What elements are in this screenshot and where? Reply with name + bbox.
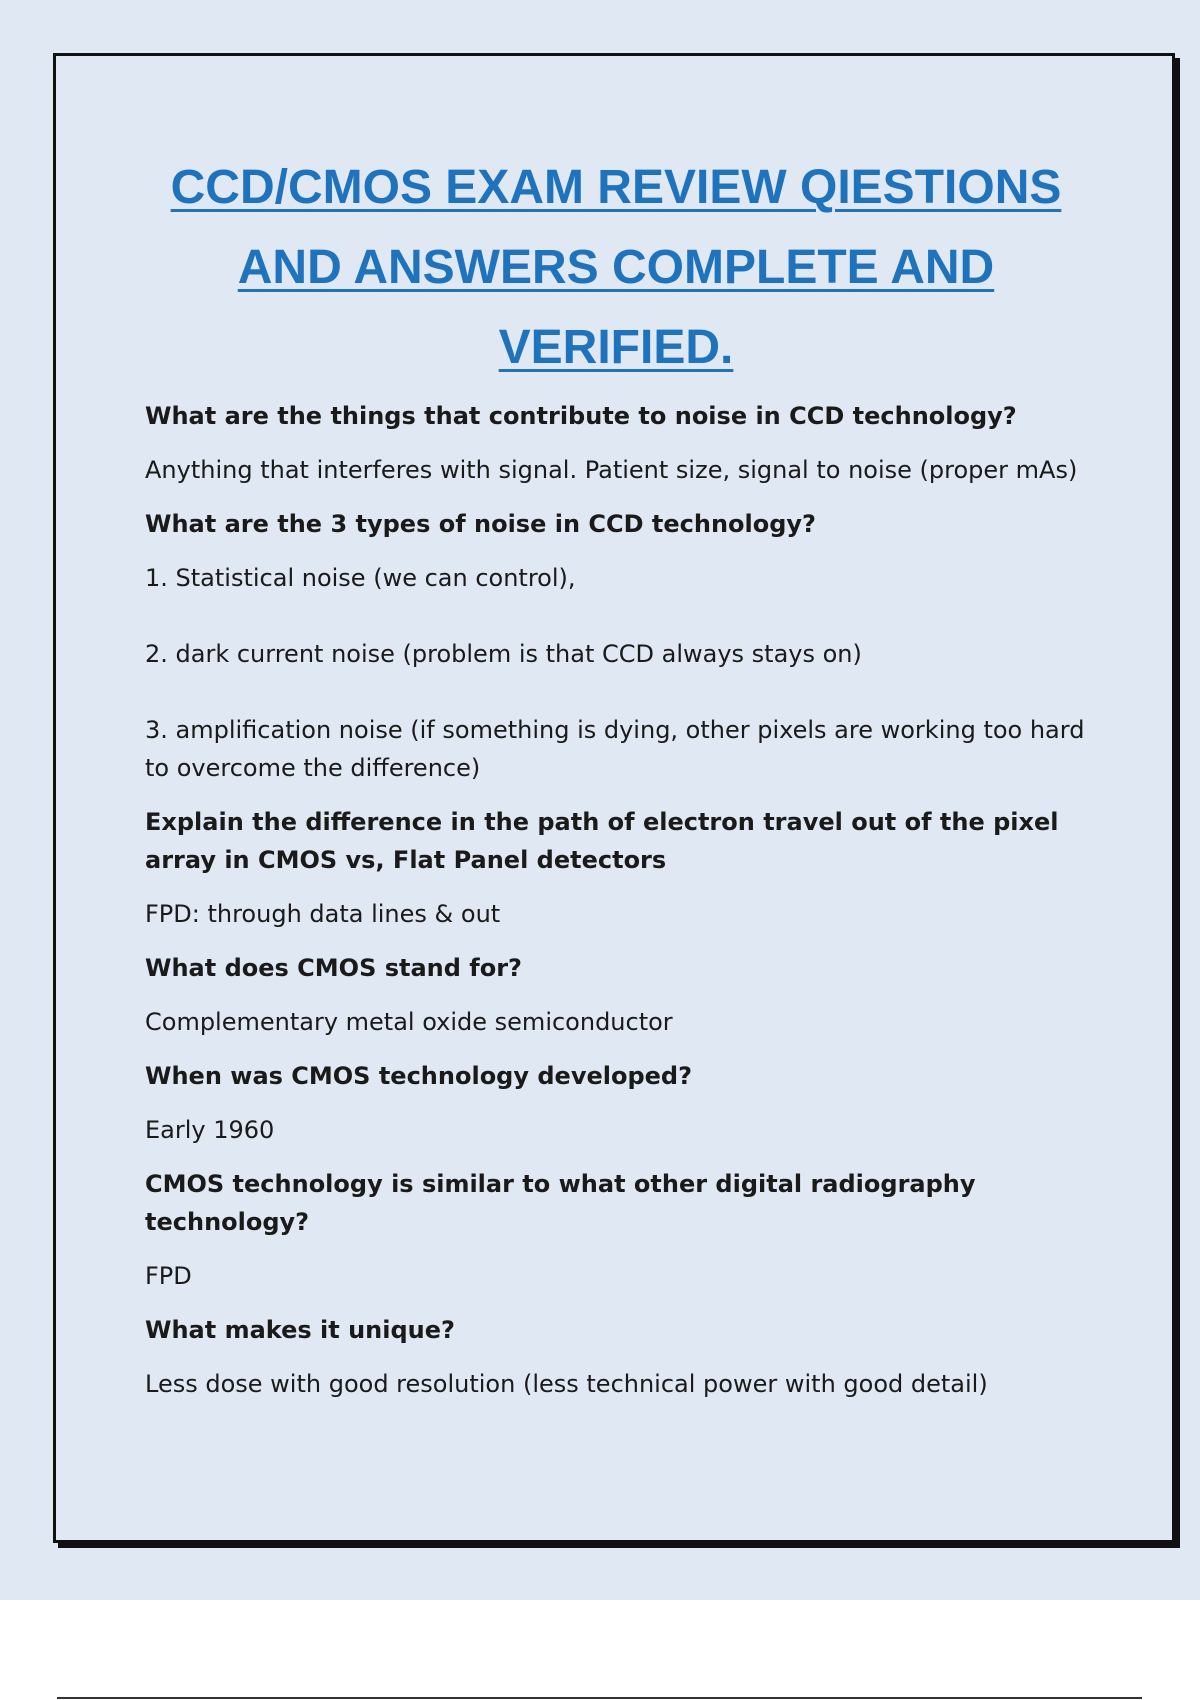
question-5: When was CMOS technology developed?: [145, 1062, 693, 1090]
qa-section: [145, 397, 1095, 1419]
document-title: [130, 148, 1102, 388]
answer-6: FPD: [145, 1262, 192, 1290]
answer-2-item-2: 2. dark current noise (problem is that CCD always stays on): [145, 640, 862, 668]
question-6: CMOS technology is similar to what other digital radiography technology?: [145, 1170, 976, 1236]
answer-1: Anything that interferes with signal. Patient size, signal to noise (proper mAs): [145, 456, 1078, 484]
answer-4: Complementary metal oxide semiconductor: [145, 1008, 673, 1036]
answer-7: Less dose with good resolution (less technical power with good detail): [145, 1370, 988, 1398]
question-1: What are the things that contribute to noise in CCD technology?: [145, 402, 1017, 430]
question-3: Explain the difference in the path of electron travel out of the pixel array in CMOS vs, Flat Panel detectors: [145, 808, 1059, 874]
question-4: What does CMOS stand for?: [145, 954, 522, 982]
answer-2-item-1: 1. Statistical noise (we can control),: [145, 564, 576, 592]
answer-2-list: [145, 559, 1095, 787]
title-line-1: CCD/CMOS EXAM REVIEW QIESTIONS: [170, 161, 1062, 214]
title-line-3: VERIFIED.: [498, 321, 734, 374]
answer-2-item-3: 3. amplification noise (if something is dying, other pixels are working too hard to overcome the difference): [145, 716, 1085, 782]
question-7: What makes it unique?: [145, 1316, 455, 1344]
answer-3: FPD: through data lines & out: [145, 900, 501, 928]
title-line-2: AND ANSWERS COMPLETE AND: [237, 241, 995, 294]
question-2: What are the 3 types of noise in CCD technology?: [145, 510, 816, 538]
footer-divider: [57, 1697, 1142, 1699]
answer-5: Early 1960: [145, 1116, 275, 1144]
